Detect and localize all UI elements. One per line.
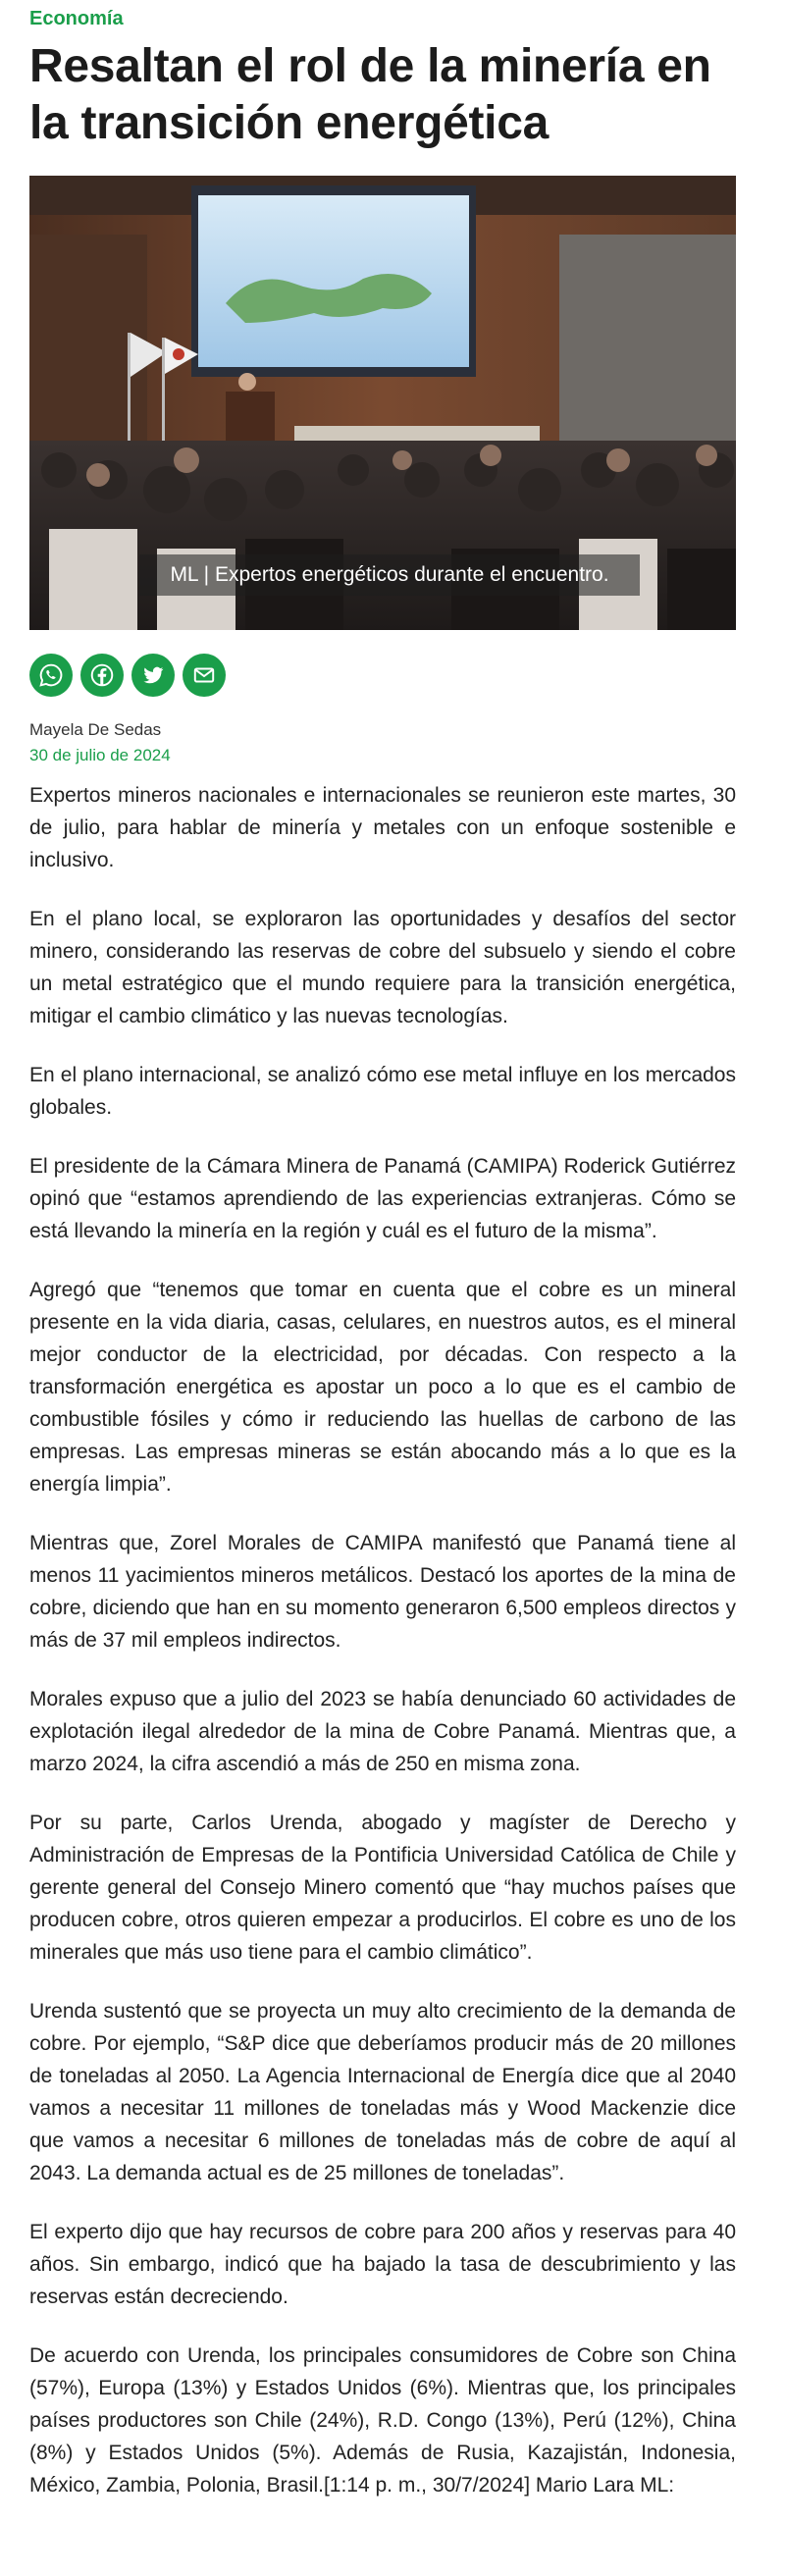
article-date: 30 de julio de 2024 [29, 746, 171, 764]
share-email-button[interactable] [183, 654, 226, 697]
article-paragraph: Urenda sustentó que se proyecta un muy alto crecimiento de la demanda de cobre. Por ejemplo, “S&P dice que deberíamos producir más de 20 millones de toneladas al 2050. La Agencia Internacional de Energía dice que al 2040 vamos a necesitar 11 millones de toneladas más y Wood Mackenzie dice que vamos a necesitar 6 millones de toneladas más de cobre de aquí al 2043. La demanda actual es de 25 millones de toneladas”. [29, 2000, 736, 2184]
article-paragraph: De acuerdo con Urenda, los principales consumidores de Cobre son China (57%), Europa (13%) y Estados Unidos (6%). Mientras que, los principales países productores son Chile (24%), R.D. Congo (13%), Perú (12%), China (8%) y Estados Unidos (5%). Además de Rusia, Kazajistán, Indonesia, México, Zambia, Polonia, Brasil.[1:14 p. m., 30/7/2024] Mario Lara ML: [29, 2344, 736, 2497]
article-paragraph: El presidente de la Cámara Minera de Panamá (CAMIPA) Roderick Gutiérrez opinó que “estamos aprendiendo de las experiencias extranjeras. Cómo se está llevando la minería en la región y cuál es el futuro de la misma”. [29, 1155, 736, 1242]
share-facebook-button[interactable] [80, 654, 124, 697]
share-twitter-button[interactable] [131, 654, 175, 697]
facebook-icon [89, 662, 115, 688]
twitter-icon [140, 662, 166, 688]
whatsapp-icon [38, 662, 64, 688]
article-body [29, 779, 736, 2501]
mail-icon [191, 662, 217, 688]
article-paragraph: En el plano internacional, se analizó cómo ese metal influye en los mercados globales. [29, 1064, 736, 1119]
article-paragraph: Agregó que “tenemos que tomar en cuenta que el cobre es un mineral presente en la vida diaria, casas, celulares, en nuestros autos, es el mineral mejor conductor de la electricidad, por décadas. Con respecto a la transformación energética es apostar un poco a lo que es el cambio de combustible fósiles y cómo ir reduciendo las huellas de carbono de las empresas. Las empresas mineras se están abocando más a lo que es la energía limpia”. [29, 1279, 736, 1496]
article-headline: Resaltan el rol de la minería en la transición energética [29, 40, 711, 149]
photo-caption: ML | Expertos energéticos durante el encuentro. [139, 554, 640, 596]
article-author: Mayela De Sedas [29, 720, 162, 739]
article-paragraph: Morales expuso que a julio del 2023 se había denunciado 60 actividades de explotación ilegal alrededor de la mina de Cobre Panamá. Mientras que, a marzo 2024, la cifra ascendió a más de 250 en misma zona. [29, 1688, 736, 1775]
article-paragraph: El experto dijo que hay recursos de cobre para 200 años y reservas para 40 años. Sin embargo, indicó que ha bajado la tasa de descubrimiento y las reservas están decreciendo. [29, 2221, 736, 2308]
article-paragraph: Por su parte, Carlos Urenda, abogado y magíster de Derecho y Administración de Empresas de la Pontificia Universidad Católica de Chile y gerente general del Consejo Minero comentó que “hay muchos países que producen cobre, otros quieren empezar a producirlos. El cobre es uno de los minerales que más uso tiene para el cambio climático”. [29, 1812, 736, 1964]
share-bar [29, 654, 736, 697]
share-whatsapp-button[interactable] [29, 654, 73, 697]
article-photo [29, 176, 736, 630]
article-paragraph: En el plano local, se exploraron las oportunidades y desafíos del sector minero, considerando las reservas de cobre del subsuelo y siendo el cobre un metal estratégico que el mundo requiere para la transición energética, mitigar el cambio climático y las nuevas tecnologías. [29, 908, 736, 1027]
article-paragraph: Expertos mineros nacionales e internacionales se reunieron este martes, 30 de julio, para hablar de minería y metales con un enfoque sostenible e inclusivo. [29, 784, 736, 871]
article-paragraph: Mientras que, Zorel Morales de CAMIPA manifestó que Panamá tiene al menos 11 yacimientos mineros metálicos. Destacó los aportes de la mina de cobre, diciendo que han en su momento generaron 6,500 empleos directos y más de 37 mil empleos indirectos. [29, 1532, 736, 1652]
section-label[interactable]: Economía [29, 8, 124, 29]
